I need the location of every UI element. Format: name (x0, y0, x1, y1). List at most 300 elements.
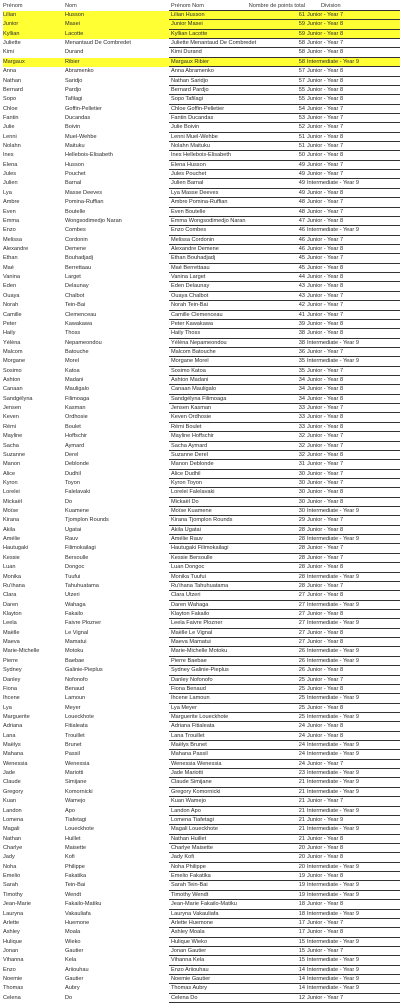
cell-prenom[interactable]: Alice (3, 470, 16, 477)
cell-prenom-nom[interactable]: Timothy Wendt (171, 891, 209, 898)
cell-prenom-nom[interactable]: Maeva Mamatui (171, 639, 211, 646)
cell-points[interactable]: 33 (298, 414, 305, 421)
cell-prenom[interactable]: Marie-Michelle (3, 648, 40, 655)
cell-prenom[interactable]: Margaux (3, 58, 25, 65)
cell-points[interactable]: 33 (298, 405, 305, 412)
cell-points[interactable]: 48 (298, 208, 305, 215)
cell-points[interactable]: 21 (298, 779, 305, 786)
cell-prenom[interactable]: Noemie (3, 976, 23, 983)
cell-nom[interactable]: Wamejo (65, 798, 86, 805)
cell-points[interactable]: 21 (298, 788, 305, 795)
cell-prenom-nom[interactable]: Lenni Muel-Wehbe (171, 133, 218, 140)
cell-prenom[interactable]: Jean-Marie (3, 901, 31, 908)
cell-prenom[interactable]: Enzo (3, 227, 16, 234)
cell-prenom-nom[interactable]: Leela Faivre Plozner (171, 620, 223, 627)
cell-prenom-nom[interactable]: Eden Delaunay (171, 283, 210, 290)
cell-prenom-nom[interactable]: Maé Berrettaau (171, 264, 210, 271)
cell-points[interactable]: 21 (298, 798, 305, 805)
cell-nom[interactable]: Ordhosie (65, 414, 88, 421)
cell-division[interactable]: Junior - Year 8 (307, 564, 344, 571)
cell-division[interactable]: Intermediate - Year 9 (307, 807, 359, 814)
cell-prenom-nom[interactable]: Wenessia Wenessia (171, 760, 222, 767)
cell-prenom-nom[interactable]: Julien Barnal (171, 180, 204, 187)
cell-prenom[interactable]: Wenessia (3, 760, 28, 767)
cell-division[interactable]: Intermediate - Year 9 (307, 779, 359, 786)
cell-prenom-nom[interactable]: Keven Ordhosie (171, 414, 212, 421)
cell-prenom[interactable]: Juliette (3, 40, 21, 47)
cell-prenom[interactable]: Jade (3, 770, 16, 777)
cell-prenom-nom[interactable]: Juliette Menantaud De Combredet (171, 40, 257, 47)
cell-prenom[interactable]: Norah (3, 302, 19, 309)
cell-nom[interactable]: Moala (65, 929, 81, 936)
cell-prenom-nom[interactable]: Jean-Marie Fakailo-Matiku (171, 901, 237, 908)
cell-points[interactable]: 25 (298, 704, 305, 711)
cell-division[interactable]: Junior - Year 7 (307, 554, 344, 561)
cell-prenom-nom[interactable]: Junior Masei (171, 21, 203, 28)
cell-nom[interactable]: Dudhil (65, 470, 81, 477)
cell-prenom-nom[interactable]: Canaan Mauligalo (171, 386, 217, 393)
cell-prenom-nom[interactable]: Arlette Huemone (171, 919, 213, 926)
cell-nom[interactable]: Lamoun (65, 695, 86, 702)
cell-prenom-nom[interactable]: Nathan Huillet (171, 835, 207, 842)
cell-nom[interactable]: Aymard (65, 442, 85, 449)
cell-prenom[interactable]: Magali (3, 826, 20, 833)
cell-prenom[interactable]: Noha (3, 863, 17, 870)
cell-division[interactable]: Junior - Year 7 (307, 255, 344, 262)
cell-division[interactable]: Intermediate - Year 9 (307, 788, 359, 795)
cell-prenom-nom[interactable]: Kuan Wamejo (171, 798, 206, 805)
cell-prenom-nom[interactable]: Ethan Bouhadjadj (171, 255, 216, 262)
cell-nom[interactable]: Faivre Plozner (65, 620, 102, 627)
cell-nom[interactable]: Katoa (65, 367, 80, 374)
cell-prenom-nom[interactable]: Elena Husson (171, 161, 206, 168)
cell-prenom-nom[interactable]: Camille Clemenceau (171, 311, 223, 318)
cell-division[interactable]: Intermediate - Year 9 (307, 695, 359, 702)
cell-prenom[interactable]: Morgane (3, 358, 26, 365)
cell-points[interactable]: 29 (298, 517, 305, 524)
cell-nom[interactable]: Kawakawa (65, 320, 93, 327)
cell-points[interactable]: 34 (298, 395, 305, 402)
cell-prenom-nom[interactable]: Luan Dongoc (171, 564, 205, 571)
cell-points[interactable]: 21 (298, 826, 305, 833)
cell-prenom[interactable]: Ru'ihana (3, 582, 25, 589)
cell-prenom[interactable]: Bernard (3, 86, 23, 93)
cell-points[interactable]: 59 (298, 30, 305, 37)
cell-division[interactable]: Junior - Year 8 (307, 451, 344, 458)
cell-division[interactable]: Junior - Year 7 (307, 545, 344, 552)
cell-prenom[interactable]: Ouaya (3, 292, 20, 299)
cell-nom[interactable]: Wendt (65, 891, 82, 898)
cell-prenom[interactable]: Maé (3, 264, 14, 271)
cell-points[interactable]: 28 (298, 545, 305, 552)
cell-prenom[interactable]: Haily (3, 330, 16, 337)
cell-nom[interactable]: Kofi (65, 854, 75, 861)
cell-prenom[interactable]: Lorelei (3, 489, 20, 496)
cell-division[interactable]: Intermediate - Year 9 (307, 358, 359, 365)
cell-nom[interactable]: Tiafetagi (65, 816, 87, 823)
cell-prenom[interactable]: Vihanna (3, 957, 24, 964)
cell-points[interactable]: 55 (298, 96, 305, 103)
cell-points[interactable]: 45 (298, 264, 305, 271)
cell-division[interactable]: Junior - Year 8 (307, 330, 344, 337)
cell-points[interactable]: 30 (298, 479, 305, 486)
cell-division[interactable]: Junior - Year 7 (307, 405, 344, 412)
cell-division[interactable]: Junior - Year 8 (307, 395, 344, 402)
cell-division[interactable]: Junior - Year 7 (307, 582, 344, 589)
cell-prenom[interactable]: Kimi (3, 49, 14, 56)
cell-prenom-nom[interactable]: Even Boutelle (171, 208, 206, 215)
cell-division[interactable]: Junior - Year 7 (307, 517, 344, 524)
cell-division[interactable]: Junior - Year 7 (307, 236, 344, 243)
cell-nom[interactable]: Larget (65, 274, 81, 281)
cell-prenom[interactable]: Nathan (3, 77, 22, 84)
cell-division[interactable]: Intermediate - Year 9 (307, 536, 359, 543)
cell-nom[interactable]: Toyon (65, 479, 80, 486)
cell-division[interactable]: Junior - Year 8 (307, 611, 344, 617)
cell-division[interactable]: Junior - Year 8 (307, 49, 344, 56)
cell-nom[interactable]: Trouillet (65, 732, 85, 739)
cell-division[interactable]: Intermediate - Year 9 (307, 957, 359, 964)
cell-prenom-nom[interactable]: Ouaya Chalbot (171, 292, 209, 299)
cell-division[interactable]: Junior - Year 7 (307, 442, 344, 449)
cell-points[interactable]: 38 (298, 330, 305, 337)
cell-division[interactable]: Junior - Year 8 (307, 423, 344, 430)
cell-prenom[interactable]: Vanina (3, 274, 21, 281)
cell-prenom-nom[interactable]: Margaux Ribier (171, 58, 209, 65)
cell-nom[interactable]: Batouche (65, 348, 89, 355)
cell-division[interactable]: Junior - Year 7 (307, 994, 344, 1001)
cell-division[interactable]: Junior - Year 7 (307, 348, 344, 355)
cell-prenom-nom[interactable]: Lana Trouillet (171, 732, 205, 739)
cell-division[interactable]: Junior - Year 8 (307, 77, 344, 84)
cell-points[interactable]: 46 (298, 236, 305, 243)
cell-prenom[interactable]: Emelio (3, 873, 21, 880)
cell-prenom[interactable]: Akila (3, 526, 16, 533)
cell-nom[interactable]: Loueckhote (65, 826, 94, 833)
cell-points[interactable]: 41 (298, 311, 305, 318)
cell-nom[interactable]: Wieko (65, 938, 81, 945)
cell-division[interactable]: Junior - Year 7 (307, 114, 344, 121)
cell-prenom[interactable]: Mayline (3, 433, 23, 440)
cell-prenom-nom[interactable]: Norah Tein-Bai (171, 302, 208, 309)
cell-nom[interactable]: Fakatika (65, 873, 87, 880)
cell-division[interactable]: Junior - Year 7 (307, 208, 344, 215)
cell-prenom-nom[interactable]: Sandgélyna Filimoaga (171, 395, 227, 402)
cell-prenom-nom[interactable]: Lomena Tiafetagi (171, 816, 214, 823)
cell-prenom-nom[interactable]: Danley Nofonofo (171, 676, 213, 683)
cell-nom[interactable]: Fitialeata (65, 723, 88, 730)
cell-nom[interactable]: Madani (65, 377, 84, 384)
cell-prenom-nom[interactable]: Moïse Kuamene (171, 508, 212, 515)
cell-prenom-nom[interactable]: Julie Boivin (171, 124, 200, 131)
cell-division[interactable]: Junior - Year 8 (307, 667, 344, 674)
cell-prenom-nom[interactable]: Maëlys Brunet (171, 742, 207, 749)
cell-prenom-nom[interactable]: Ihcene Lamoun (171, 695, 210, 702)
cell-points[interactable]: 38 (298, 339, 305, 346)
cell-points[interactable]: 21 (298, 816, 305, 823)
cell-prenom[interactable]: Gregory (3, 788, 24, 795)
cell-prenom-nom[interactable]: Vanina Larget (171, 274, 206, 281)
cell-nom[interactable]: Kasman (65, 405, 86, 412)
cell-points[interactable]: 30 (298, 508, 305, 515)
cell-prenom[interactable]: Klayton (3, 611, 22, 617)
cell-division[interactable]: Intermediate - Year 9 (307, 826, 359, 833)
cell-points[interactable]: 42 (298, 302, 305, 309)
cell-prenom-nom[interactable]: Pierre Baebae (171, 657, 207, 664)
cell-points[interactable]: 30 (298, 498, 305, 505)
cell-prenom-nom[interactable]: Daren Wahaga (171, 601, 209, 608)
cell-prenom[interactable]: Adriana (3, 723, 23, 730)
cell-points[interactable]: 43 (298, 283, 305, 290)
cell-points[interactable]: 58 (298, 49, 305, 56)
cell-prenom-nom[interactable]: Malcom Batouche (171, 348, 216, 355)
cell-prenom[interactable]: Sopo (3, 96, 17, 103)
cell-division[interactable]: Junior - Year 8 (307, 844, 344, 851)
cell-prenom-nom[interactable]: Mickaël Do (171, 498, 199, 505)
cell-nom[interactable]: Galinie-Pieplus (65, 667, 103, 674)
cell-prenom[interactable]: Ashley (3, 929, 20, 936)
cell-division[interactable]: Junior - Year 8 (307, 152, 344, 159)
cell-division[interactable]: Junior - Year 8 (307, 414, 344, 421)
cell-division[interactable]: Junior - Year 8 (307, 685, 344, 692)
cell-division[interactable]: Junior - Year 7 (307, 798, 344, 805)
cell-points[interactable]: 24 (298, 732, 305, 739)
cell-prenom-nom[interactable]: Magali Loueckhote (171, 826, 218, 833)
cell-prenom-nom[interactable]: Lorelei Falelavaki (171, 489, 215, 496)
cell-nom[interactable]: Wahaga (65, 601, 86, 608)
cell-points[interactable]: 15 (298, 947, 305, 954)
cell-nom[interactable]: Cordonin (65, 236, 88, 243)
cell-prenom[interactable]: Sosimo (3, 367, 22, 374)
cell-nom[interactable]: Tjomplon Rounds (65, 517, 109, 524)
cell-points[interactable]: 25 (298, 676, 305, 683)
cell-prenom[interactable]: Lya (3, 189, 12, 196)
cell-division[interactable]: Junior - Year 8 (307, 264, 344, 271)
cell-points[interactable]: 14 (298, 976, 305, 983)
cell-nom[interactable]: Kela (65, 957, 77, 964)
cell-prenom[interactable]: Eden (3, 283, 17, 290)
cell-nom[interactable]: Pomina-Ruffian (65, 199, 104, 206)
cell-nom[interactable]: Filimokailagi (65, 545, 96, 552)
cell-prenom[interactable]: Clara (3, 592, 17, 599)
cell-division[interactable]: Junior - Year 7 (307, 171, 344, 178)
cell-division[interactable]: Intermediate - Year 9 (307, 58, 359, 65)
cell-division[interactable]: Junior - Year 7 (307, 367, 344, 374)
cell-nom[interactable]: Dongoc (65, 564, 85, 571)
cell-prenom-nom[interactable]: Adriana Fitialeata (171, 723, 215, 730)
cell-division[interactable]: Intermediate - Year 9 (307, 339, 359, 346)
cell-prenom[interactable]: Kuan (3, 798, 17, 805)
cell-prenom-nom[interactable]: Lya Masse Deeves (171, 189, 219, 196)
cell-prenom[interactable]: Julien (3, 180, 18, 187)
cell-prenom-nom[interactable]: Hulique Wieko (171, 938, 208, 945)
cell-division[interactable]: Junior - Year 8 (307, 639, 344, 646)
cell-points[interactable]: 20 (298, 844, 305, 851)
cell-nom[interactable]: Mariotti (65, 770, 84, 777)
header-prenom-nom[interactable]: Prénom Nom (171, 3, 204, 9)
cell-prenom[interactable]: Nathan (3, 835, 22, 842)
cell-points[interactable]: 52 (298, 124, 305, 131)
cell-nom[interactable]: Tafilagi (65, 96, 83, 103)
cell-prenom[interactable]: Ambre (3, 199, 20, 206)
cell-division[interactable]: Junior - Year 8 (307, 929, 344, 936)
cell-division[interactable]: Junior - Year 8 (307, 30, 344, 37)
cell-prenom[interactable]: Kessie (3, 554, 20, 561)
cell-nom[interactable]: Lacotte (65, 30, 84, 37)
cell-prenom-nom[interactable]: Lya Meyer (171, 704, 197, 711)
cell-prenom[interactable]: Sacha (3, 442, 19, 449)
cell-prenom[interactable]: Leela (3, 620, 17, 627)
cell-prenom[interactable]: Maeva (3, 639, 20, 646)
cell-points[interactable]: 32 (298, 451, 305, 458)
cell-prenom[interactable]: Arlette (3, 919, 20, 926)
cell-prenom-nom[interactable]: Noha Philippe (171, 863, 206, 870)
cell-nom[interactable]: Simijane (65, 779, 87, 786)
cell-nom[interactable]: Goffin-Pelletier (65, 105, 102, 112)
cell-prenom-nom[interactable]: Alexandre Demene (171, 245, 219, 252)
cell-points[interactable]: 25 (298, 685, 305, 692)
cell-prenom-nom[interactable]: Morgane Morel (171, 358, 209, 365)
cell-nom[interactable]: Fakailo-Matiku (65, 901, 102, 908)
cell-prenom-nom[interactable]: Fantin Ducandas (171, 114, 214, 121)
cell-nom[interactable]: Vakauliafa (65, 910, 91, 917)
cell-prenom-nom[interactable]: Kessie Bersoulle (171, 554, 213, 561)
cell-prenom[interactable]: Lenni (3, 133, 17, 140)
cell-prenom-nom[interactable]: Chloe Goffin-Pelletier (171, 105, 225, 112)
cell-points[interactable]: 49 (298, 171, 305, 178)
cell-nom[interactable]: Bersoulle (65, 554, 89, 561)
cell-prenom-nom[interactable]: Peter Kawakawa (171, 320, 213, 327)
cell-points[interactable]: 51 (298, 133, 305, 140)
cell-prenom-nom[interactable]: Kyllian Lacotte (171, 30, 208, 37)
cell-points[interactable]: 24 (298, 760, 305, 767)
cell-prenom-nom[interactable]: Celena Do (171, 994, 198, 1001)
cell-nom[interactable]: Morel (65, 358, 79, 365)
cell-division[interactable]: Intermediate - Year 9 (307, 938, 359, 945)
cell-division[interactable]: Junior - Year 7 (307, 479, 344, 486)
cell-points[interactable]: 46 (298, 227, 305, 234)
cell-division[interactable]: Intermediate - Year 9 (307, 863, 359, 870)
cell-nom[interactable]: Masei (65, 21, 80, 28)
cell-division[interactable]: Intermediate - Year 9 (307, 620, 359, 627)
cell-nom[interactable]: Derel (65, 451, 79, 458)
cell-division[interactable]: Junior - Year 8 (307, 704, 344, 711)
cell-division[interactable]: Intermediate - Year 9 (307, 508, 359, 515)
cell-prenom-nom[interactable]: Charlye Maisette (171, 844, 213, 851)
cell-prenom-nom[interactable]: Anna Abramenko (171, 68, 214, 75)
cell-nom[interactable]: Baebae (65, 657, 85, 664)
cell-division[interactable]: Intermediate - Year 9 (307, 891, 359, 898)
cell-points[interactable]: 30 (298, 470, 305, 477)
cell-points[interactable]: 26 (298, 657, 305, 664)
cell-prenom[interactable]: Jonan (3, 947, 19, 954)
cell-division[interactable]: Intermediate - Year 9 (307, 713, 359, 720)
cell-nom[interactable]: Hellebois-Elisabeth (65, 152, 113, 159)
cell-prenom[interactable]: Nolahn (3, 143, 21, 150)
cell-prenom-nom[interactable]: Jonan Gautier (171, 947, 207, 954)
cell-points[interactable]: 28 (298, 526, 305, 533)
cell-prenom-nom[interactable]: Hautugaki Filimokailagi (171, 545, 229, 552)
cell-points[interactable]: 32 (298, 433, 305, 440)
cell-prenom[interactable]: Kyllian (3, 30, 20, 37)
cell-prenom-nom[interactable]: Yélèna Nepameondou (171, 339, 227, 346)
cell-division[interactable]: Junior - Year 9 (307, 816, 344, 823)
cell-nom[interactable]: Nofonofo (65, 676, 88, 683)
cell-prenom-nom[interactable]: Ashley Moala (171, 929, 205, 936)
cell-points[interactable]: 58 (298, 40, 305, 47)
cell-points[interactable]: 50 (298, 152, 305, 159)
cell-prenom[interactable]: Daren (3, 601, 19, 608)
cell-prenom-nom[interactable]: Sydney Galinie-Pieplus (171, 667, 229, 674)
cell-nom[interactable]: Utzeri (65, 592, 80, 599)
cell-nom[interactable]: Berrettaau (65, 264, 92, 271)
cell-prenom[interactable]: Maëlle (3, 629, 20, 636)
cell-points[interactable]: 33 (298, 423, 305, 430)
cell-prenom-nom[interactable]: Ines Hellebois-Elisabeth (171, 152, 232, 159)
cell-prenom-nom[interactable]: Claude Simijane (171, 779, 212, 786)
cell-prenom[interactable]: Monika (3, 573, 22, 580)
cell-prenom-nom[interactable]: Sarah Tein-Bai (171, 882, 208, 889)
cell-nom[interactable]: Combes (65, 227, 86, 234)
cell-nom[interactable]: Masse Deeves (65, 189, 102, 196)
cell-nom[interactable]: Mamatui (65, 639, 87, 646)
cell-prenom[interactable]: Thomas (3, 985, 24, 992)
cell-nom[interactable]: Demene (65, 245, 87, 252)
cell-prenom-nom[interactable]: Kimi Durand (171, 49, 202, 56)
cell-nom[interactable]: Ducandas (65, 114, 91, 121)
cell-prenom[interactable]: Ethan (3, 255, 18, 262)
cell-points[interactable]: 45 (298, 255, 305, 262)
cell-prenom-nom[interactable]: Rémi Boulet (171, 423, 202, 430)
cell-division[interactable]: Junior - Year 8 (307, 189, 344, 196)
cell-division[interactable]: Intermediate - Year 9 (307, 742, 359, 749)
cell-points[interactable]: 28 (298, 564, 305, 571)
cell-nom[interactable]: Maisette (65, 844, 87, 851)
cell-points[interactable]: 28 (298, 573, 305, 580)
cell-prenom-nom[interactable]: Akila Ugatai (171, 526, 201, 533)
cell-prenom[interactable]: Lomena (3, 816, 24, 823)
cell-division[interactable]: Intermediate - Year 9 (307, 985, 359, 992)
cell-nom[interactable]: Nepameondou (65, 339, 102, 346)
cell-nom[interactable]: Tahuhuatama (65, 582, 99, 589)
cell-points[interactable]: 27 (298, 639, 305, 646)
cell-nom[interactable]: Filimoaga (65, 395, 90, 402)
cell-division[interactable]: Junior - Year 7 (307, 143, 344, 150)
cell-points[interactable]: 55 (298, 86, 305, 93)
cell-points[interactable]: 57 (298, 77, 305, 84)
cell-points[interactable]: 24 (298, 723, 305, 730)
cell-division[interactable]: Junior - Year 8 (307, 320, 344, 327)
cell-nom[interactable]: Kuamene (65, 508, 89, 515)
cell-division[interactable]: Junior - Year 7 (307, 919, 344, 926)
cell-division[interactable]: Junior - Year 8 (307, 901, 344, 908)
cell-points[interactable]: 15 (298, 938, 305, 945)
cell-prenom[interactable]: Melissa (3, 236, 22, 243)
cell-division[interactable]: Junior - Year 8 (307, 723, 344, 730)
cell-prenom-nom[interactable]: Alice Dudhil (171, 470, 201, 477)
cell-nom[interactable]: Husson (65, 12, 84, 18)
cell-prenom-nom[interactable]: Manon Deblonde (171, 461, 214, 468)
cell-prenom-nom[interactable]: Clara Utzeri (171, 592, 201, 599)
cell-nom[interactable]: Abramenko (65, 68, 94, 75)
cell-prenom[interactable]: Lya (3, 704, 12, 711)
cell-points[interactable]: 49 (298, 189, 305, 196)
cell-prenom-nom[interactable]: Sacha Aymard (171, 442, 208, 449)
cell-points[interactable]: 34 (298, 386, 305, 393)
cell-prenom[interactable]: Suzanne (3, 451, 26, 458)
cell-points[interactable]: 53 (298, 114, 305, 121)
cell-nom[interactable]: Passil (65, 751, 80, 758)
